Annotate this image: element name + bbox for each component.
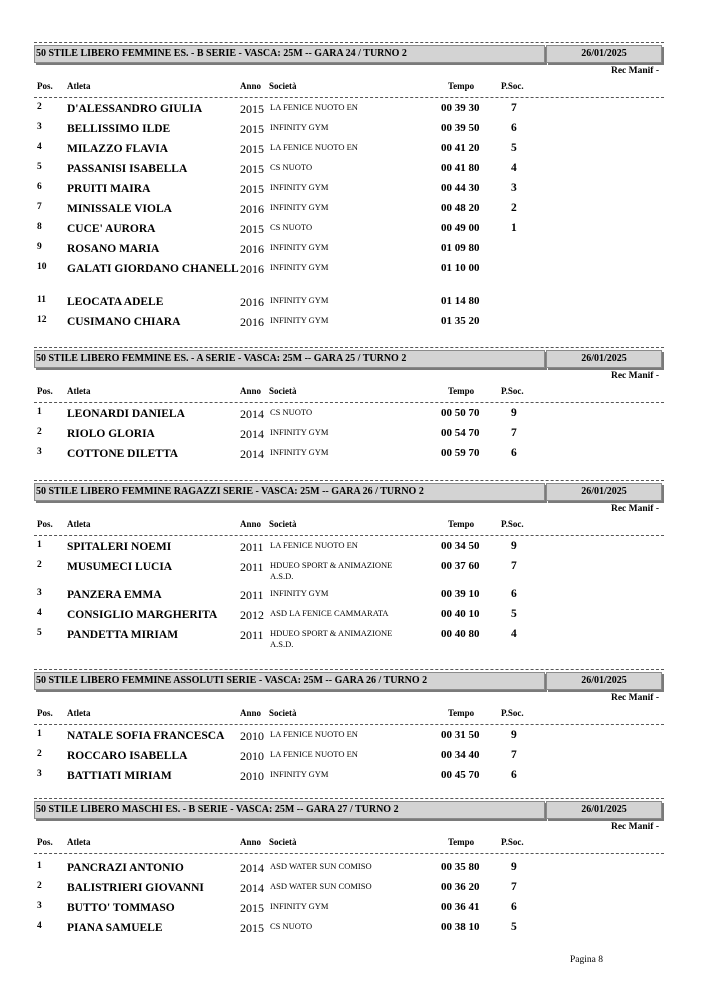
swim-time: 00 40 80 [441,628,480,640]
swim-time: 00 54 70 [441,427,480,439]
header-divider [34,669,664,670]
header-anno: Anno [240,708,262,718]
position: 3 [37,588,42,598]
position: 2 [37,881,42,891]
athlete-name: MINISSALE VIOLA [67,203,172,215]
athlete-name: MUSUMECI LUCIA [67,561,173,573]
club-points: 2 [511,202,517,214]
club-name: INFINITY GYM [270,447,329,457]
header-societa: Società [269,519,297,529]
birth-year: 2016 [240,242,264,256]
record-label: Rec Manif - [610,693,659,703]
swim-time: 00 38 10 [441,921,480,933]
birth-year: 2014 [240,447,264,461]
club-name: INFINITY GYM [270,295,329,305]
header-tempo: Tempo [448,81,475,91]
swim-time: 00 59 70 [441,447,480,459]
birth-year: 2016 [240,202,264,216]
club-name: INFINITY GYM [270,769,329,779]
header-atleta: Atleta [67,519,91,529]
club-name: CS NUOTO [270,222,313,232]
club-name: INFINITY GYM [270,262,329,272]
event-title: 50 STILE LIBERO MASCHI ES. - B SERIE - VASCA: 25M -- GARA 27 / TURNO 2 [34,801,545,819]
club-name: INFINITY GYM [270,588,329,598]
position: 1 [37,861,42,871]
birth-year: 2011 [240,560,264,574]
event-title: 50 STILE LIBERO FEMMINE RAGAZZI SERIE - VASCA: 25M -- GARA 26 / TURNO 2 [34,483,545,501]
header-tempo: Tempo [448,386,475,396]
record-label: Rec Manif - [610,371,659,381]
swim-time: 00 49 00 [441,222,480,234]
swim-time: 01 14 80 [441,295,480,307]
swim-time: 00 41 20 [441,142,480,154]
swim-time: 00 39 50 [441,122,480,134]
club-name: INFINITY GYM [270,202,329,212]
header-societa: Società [269,81,297,91]
birth-year: 2015 [240,102,264,116]
position: 4 [37,142,42,152]
birth-year: 2015 [240,222,264,236]
club-name: ASD LA FENICE CAMMARATA [270,608,389,618]
club-name: INFINITY GYM [270,182,329,192]
column-divider [34,535,664,536]
athlete-name: MILAZZO FLAVIA [67,143,169,155]
swim-time: 00 36 20 [441,881,480,893]
club-name: INFINITY GYM [270,427,329,437]
header-atleta: Atleta [67,708,91,718]
swim-time: 00 39 30 [441,102,480,114]
club-name: HDUEO SPORT & ANIMAZIONE A.S.D. [270,628,393,649]
athlete-name: PANCRAZI ANTONIO [67,862,184,874]
club-name: ASD WATER SUN COMISO [270,881,372,891]
event-title: 50 STILE LIBERO FEMMINE ASSOLUTI SERIE - VASCA: 25M -- GARA 26 / TURNO 2 [34,672,545,690]
club-points: 7 [511,427,517,439]
record-label: Rec Manif - [610,822,659,832]
position: 2 [37,427,42,437]
club-points: 4 [511,628,517,640]
club-points: 5 [511,921,517,933]
birth-year: 2016 [240,262,264,276]
column-divider [34,97,664,98]
column-divider [34,724,664,725]
birth-year: 2010 [240,769,264,783]
athlete-name: NATALE SOFIA FRANCESCA [67,730,225,742]
header-divider [34,42,664,43]
club-name: CS NUOTO [270,921,313,931]
event-title: 50 STILE LIBERO FEMMINE ES. - A SERIE - VASCA: 25M -- GARA 25 / TURNO 2 [34,350,545,368]
header-psoc: P.Soc. [501,81,524,91]
header-psoc: P.Soc. [501,837,524,847]
club-name: LA FENICE NUOTO EN [270,729,358,739]
header-divider [34,347,664,348]
birth-year: 2015 [240,182,264,196]
header-anno: Anno [240,81,262,91]
results-section [34,480,664,649]
birth-year: 2015 [240,122,264,136]
club-name: CS NUOTO [270,407,313,417]
birth-year: 2011 [240,540,264,554]
club-name: INFINITY GYM [270,315,329,325]
club-points: 3 [511,182,517,194]
birth-year: 2015 [240,921,264,935]
athlete-name: BALISTRIERI GIOVANNI [67,882,204,894]
record-label: Rec Manif - [610,504,659,514]
position: 3 [37,122,42,132]
club-points: 6 [511,588,517,600]
header-pos: Pos. [37,708,53,718]
club-points: 6 [511,447,517,459]
swim-time: 01 09 80 [441,242,480,254]
club-name: INFINITY GYM [270,901,329,911]
birth-year: 2014 [240,427,264,441]
swim-time: 00 37 60 [441,560,480,572]
club-name: ASD WATER SUN COMISO [270,861,372,871]
club-points: 9 [511,540,517,552]
athlete-name: RIOLO GLORIA [67,428,155,440]
athlete-name: ROCCARO ISABELLA [67,750,188,762]
club-points: 7 [511,102,517,114]
athlete-name: CUSIMANO CHIARA [67,316,181,328]
header-pos: Pos. [37,386,53,396]
club-points: 6 [511,901,517,913]
athlete-name: PANZERA EMMA [67,589,162,601]
header-atleta: Atleta [67,837,91,847]
club-points: 6 [511,769,517,781]
club-name: LA FENICE NUOTO EN [270,749,358,759]
position: 2 [37,560,42,570]
header-tempo: Tempo [448,519,475,529]
swim-time: 00 40 10 [441,608,480,620]
column-headers [34,837,664,851]
birth-year: 2011 [240,588,264,602]
swim-time: 00 50 70 [441,407,480,419]
position: 1 [37,407,42,417]
page-number: Pagina 8 [570,955,603,965]
birth-year: 2016 [240,315,264,329]
birth-year: 2016 [240,295,264,309]
club-points: 9 [511,729,517,741]
athlete-name: CUCE' AURORA [67,223,156,235]
results-section [34,42,664,329]
athlete-name: BUTTO' TOMMASO [67,902,175,914]
club-name: HDUEO SPORT & ANIMAZIONE A.S.D. [270,560,393,581]
swim-time: 01 10 00 [441,262,480,274]
birth-year: 2015 [240,142,264,156]
club-name: LA FENICE NUOTO EN [270,102,358,112]
athlete-name: BATTIATI MIRIAM [67,770,172,782]
header-anno: Anno [240,837,262,847]
birth-year: 2011 [240,628,264,642]
athlete-name: ROSANO MARIA [67,243,160,255]
birth-year: 2015 [240,162,264,176]
club-points: 7 [511,881,517,893]
event-date: 26/01/2025 [546,350,662,368]
athlete-name: PASSANISI ISABELLA [67,163,188,175]
position: 5 [37,628,42,638]
column-headers [34,708,664,722]
club-name: INFINITY GYM [270,242,329,252]
swim-time: 00 35 80 [441,861,480,873]
athlete-name: D'ALESSANDRO GIULIA [67,103,203,115]
swim-time: 00 34 40 [441,749,480,761]
club-points: 9 [511,861,517,873]
birth-year: 2014 [240,861,264,875]
swim-time: 00 45 70 [441,769,480,781]
position: 7 [37,202,42,212]
column-headers [34,519,664,533]
header-psoc: P.Soc. [501,708,524,718]
position: 12 [37,315,47,325]
club-name: INFINITY GYM [270,122,329,132]
column-divider [34,402,664,403]
position: 2 [37,102,42,112]
position: 5 [37,162,42,172]
event-date: 26/01/2025 [546,801,662,819]
club-points: 1 [511,222,517,234]
position: 9 [37,242,42,252]
athlete-name: BELLISSIMO ILDE [67,123,171,135]
column-headers [34,81,664,95]
record-label: Rec Manif - [610,66,659,76]
header-divider [34,480,664,481]
position: 4 [37,921,42,931]
column-divider [34,853,664,854]
results-section [34,669,664,783]
header-psoc: P.Soc. [501,519,524,529]
club-name: LA FENICE NUOTO EN [270,540,358,550]
position: 3 [37,769,42,779]
results-section [34,347,664,461]
club-points: 4 [511,162,517,174]
event-date: 26/01/2025 [546,672,662,690]
birth-year: 2014 [240,407,264,421]
header-atleta: Atleta [67,81,91,91]
club-points: 7 [511,749,517,761]
header-pos: Pos. [37,81,53,91]
athlete-name: PANDETTA MIRIAM [67,629,179,641]
club-name: CS NUOTO [270,162,313,172]
swim-time: 00 34 50 [441,540,480,552]
position: 6 [37,182,42,192]
position: 2 [37,749,42,759]
athlete-name: COTTONE DILETTA [67,448,179,460]
position: 4 [37,608,42,618]
club-points: 5 [511,608,517,620]
header-societa: Società [269,837,297,847]
birth-year: 2014 [240,881,264,895]
header-tempo: Tempo [448,837,475,847]
club-points: 6 [511,122,517,134]
header-psoc: P.Soc. [501,386,524,396]
athlete-name: GALATI GIORDANO CHANELL [67,263,239,275]
swim-time: 00 39 10 [441,588,480,600]
athlete-name: SPITALERI NOEMI [67,541,172,553]
athlete-name: CONSIGLIO MARGHERITA [67,609,218,621]
header-atleta: Atleta [67,386,91,396]
header-anno: Anno [240,386,262,396]
swim-time: 00 41 80 [441,162,480,174]
birth-year: 2010 [240,749,264,763]
athlete-name: PRUITI MAIRA [67,183,151,195]
club-name: LA FENICE NUOTO EN [270,142,358,152]
header-societa: Società [269,386,297,396]
athlete-name: LEONARDI DANIELA [67,408,185,420]
position: 3 [37,901,42,911]
birth-year: 2010 [240,729,264,743]
athlete-name: PIANA SAMUELE [67,922,163,934]
position: 11 [37,295,46,305]
club-points: 5 [511,142,517,154]
swim-time: 00 48 20 [441,202,480,214]
event-date: 26/01/2025 [546,45,662,63]
athlete-name: LEOCATA ADELE [67,296,164,308]
position: 1 [37,729,42,739]
position: 1 [37,540,42,550]
birth-year: 2012 [240,608,264,622]
header-anno: Anno [240,519,262,529]
header-pos: Pos. [37,837,53,847]
club-points: 9 [511,407,517,419]
header-pos: Pos. [37,519,53,529]
swim-time: 00 44 30 [441,182,480,194]
results-section [34,798,664,935]
header-divider [34,798,664,799]
birth-year: 2015 [240,901,264,915]
position: 8 [37,222,42,232]
position: 10 [37,262,47,272]
header-societa: Società [269,708,297,718]
position: 3 [37,447,42,457]
swim-time: 00 31 50 [441,729,480,741]
swim-time: 01 35 20 [441,315,480,327]
header-tempo: Tempo [448,708,475,718]
swim-time: 00 36 41 [441,901,480,913]
event-title: 50 STILE LIBERO FEMMINE ES. - B SERIE - VASCA: 25M -- GARA 24 / TURNO 2 [34,45,545,63]
event-date: 26/01/2025 [546,483,662,501]
club-points: 7 [511,560,517,572]
column-headers [34,386,664,400]
